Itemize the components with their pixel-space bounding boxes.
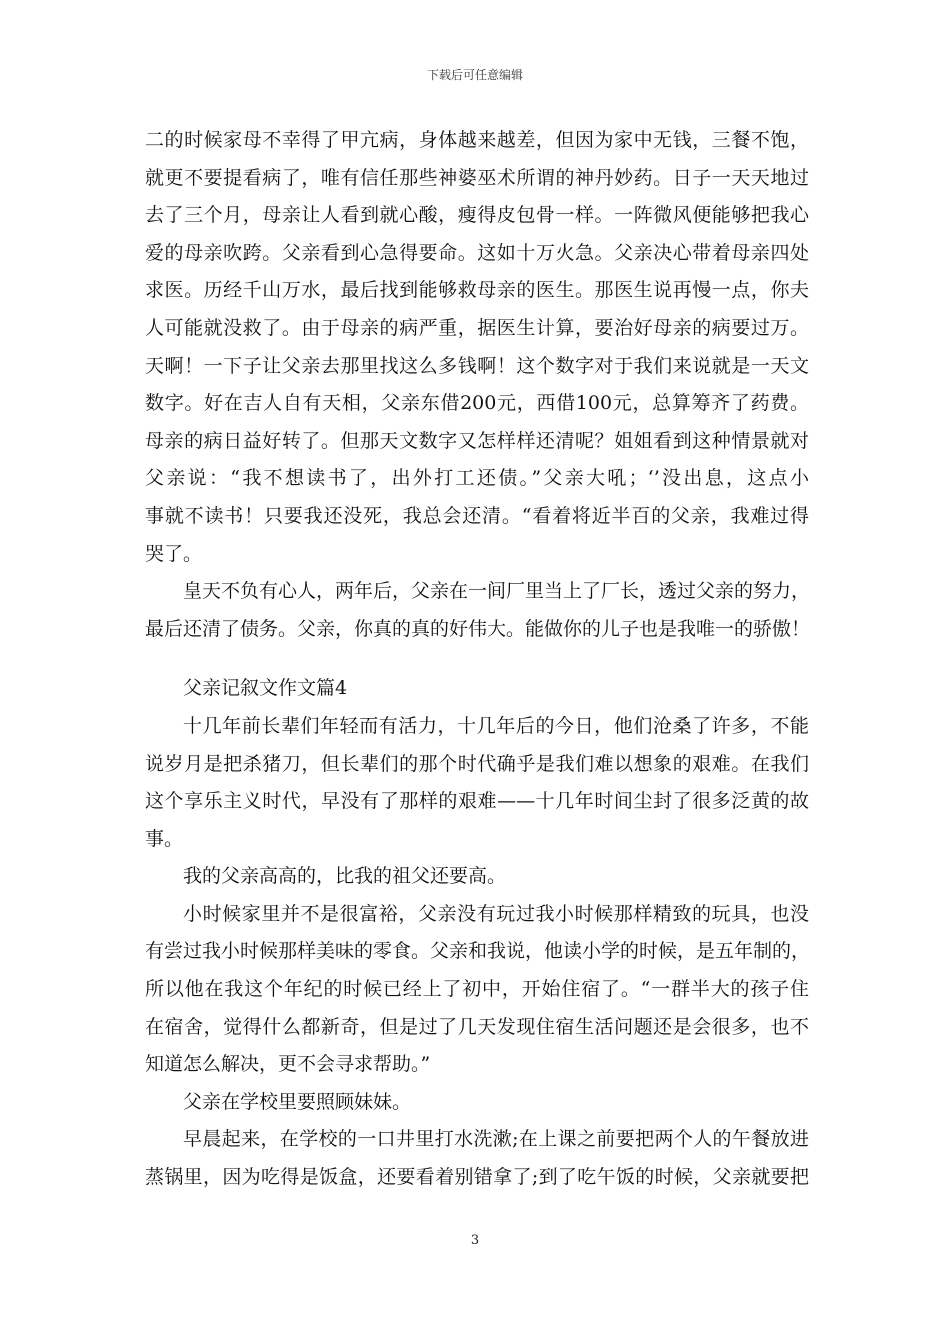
text-line: 求医。历经千山万水，最后找到能够救母亲的医生。那医生说再慢一点，你夫 xyxy=(145,279,809,302)
text-line: 哭了。 xyxy=(145,542,203,565)
text-line: 父亲说：“我不想读书了，出外打工还债。”父亲大吼；‘’没出息，这点小 xyxy=(145,467,809,490)
page-number: 3 xyxy=(470,1233,480,1248)
text-line: 事就不读书！只要我还没死，我总会还清。“看着将近半百的父亲，我难过得 xyxy=(145,504,809,527)
text-line: 天啊！一下子让父亲去那里找这么多钱啊！这个数字对于我们来说就是一天文 xyxy=(145,354,809,377)
text-line: 在宿舍，觉得什么都新奇，但是过了几天发现住宿生活问题还是会很多，也不 xyxy=(145,1015,809,1038)
paragraph xyxy=(145,1084,809,1122)
text-line: 十几年前长辈们年轻而有活力，十几年后的今日，他们沧桑了许多，不能 xyxy=(183,714,809,737)
text-line: 皇天不负有心人，两年后，父亲在一间厂里当上了厂长，透过父亲的努力， xyxy=(183,580,811,603)
text-line: 最后还清了债务。父亲，你真的真的好伟大。能做你的儿子也是我唯一的骄傲！ xyxy=(145,617,811,640)
paragraph xyxy=(145,122,809,573)
text-line: 去了三个月，母亲让人看到就心酸，瘦得皮包骨一样。一阵微风便能够把我心 xyxy=(145,204,809,227)
text-line: 小时候家里并不是很富裕，父亲没有玩过我小时候那样精致的玩具，也没 xyxy=(183,902,809,925)
page-header: 下载后可任意编辑 xyxy=(426,68,523,82)
text-line: 知道怎么解决，更不会寻求帮助。” xyxy=(145,1053,431,1076)
text-line: 事。 xyxy=(145,827,184,850)
text-line: 早晨起来，在学校的一口井里打水洗漱;在上课之前要把两个人的午餐放进 xyxy=(183,1128,809,1151)
text-line: 说岁月是把杀猪刀，但长辈们的那个时代确乎是我们难以想象的艰难。在我们 xyxy=(145,752,809,775)
section-title: 父亲记叙文作文篇4 xyxy=(183,677,348,700)
text-line: 蒸锅里，因为吃得是饭盒，还要看着别错拿了;到了吃午饭的时候，父亲就要把 xyxy=(145,1166,809,1189)
text-line: 这个享乐主义时代，早没有了那样的艰难——十几年时间尘封了很多泛黄的故 xyxy=(145,790,809,813)
text-line: 母亲的病日益好转了。但那天文数字又怎样样还清呢？姐姐看到这种情景就对 xyxy=(145,429,809,452)
text-line: 有尝过我小时候那样美味的零食。父亲和我说，他读小学的时候，是五年制的， xyxy=(145,940,811,963)
text-line: 就更不要提看病了，唯有信任那些神婆巫术所谓的神丹妙药。日子一天天地过 xyxy=(145,166,809,189)
paragraph xyxy=(145,896,809,1084)
text-line: 爱的母亲吹跨。父亲看到心急得要命。这如十万火急。父亲决心带着母亲四处 xyxy=(145,241,809,264)
paragraph xyxy=(145,1121,809,1196)
text-line: 父亲在学校里要照顾妹妹。 xyxy=(183,1090,412,1113)
paragraph xyxy=(145,858,809,896)
paragraph xyxy=(145,573,809,648)
document-body xyxy=(145,122,809,1197)
text-line: 二的时候家母不幸得了甲亢病，身体越来越差，但因为家中无钱，三餐不饱， xyxy=(145,129,809,151)
text-line: 我的父亲高高的，比我的祖父还要高。 xyxy=(183,865,507,888)
paragraph xyxy=(145,708,809,858)
text-line: 所以他在我这个年纪的时候已经上了初中，开始住宿了。“一群半大的孩子住 xyxy=(145,978,809,1001)
text-line: 数字。好在吉人自有天相，父亲东借200元，西借100元，总算筹齐了药费。 xyxy=(145,392,809,415)
text-line: 人可能就没救了。由于母亲的病严重，据医生计算，要治好母亲的病要过万。 xyxy=(145,316,809,339)
